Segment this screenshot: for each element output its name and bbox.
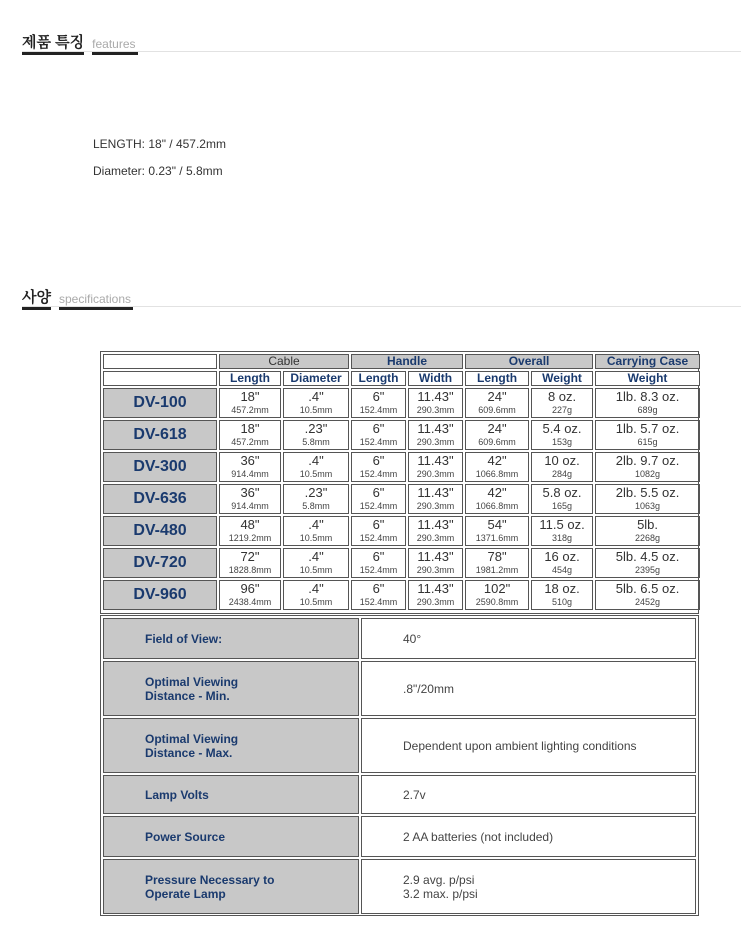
overall-weight-cell: 16 oz. 454g: [531, 548, 593, 578]
cable-length-cell: 18" 457.2mm: [219, 388, 281, 418]
cable-length-cell: 48" 1219.2mm: [219, 516, 281, 546]
model-name: DV-100: [103, 388, 217, 418]
max-distance-label-line2: Distance - Max.: [145, 745, 233, 760]
overall-weight-cell: 10 oz. 284g: [531, 452, 593, 482]
cable-length-cell: 18" 457.2mm: [219, 420, 281, 450]
table-row: [103, 452, 700, 482]
model-name: DV-636: [103, 484, 217, 514]
cable-length-cell: 36" 914.4mm: [219, 484, 281, 514]
handle-width-cell: 11.43" 290.3mm: [408, 580, 463, 610]
sub-cable-diameter: Diameter: [283, 371, 349, 386]
field-of-view-value: 40°: [361, 618, 696, 659]
case-weight-cell: 1lb. 5.7 oz. 615g: [595, 420, 700, 450]
group-cable: Cable: [219, 354, 349, 369]
table-row: [103, 388, 700, 418]
handle-length-cell: 6" 152.4mm: [351, 548, 406, 578]
feature-diameter: Diameter: 0.23" / 5.8mm: [93, 164, 223, 178]
table-row: [103, 580, 700, 610]
overall-weight-cell: 18 oz. 510g: [531, 580, 593, 610]
table-row: [103, 548, 700, 578]
overall-length-cell: 102" 2590.8mm: [465, 580, 529, 610]
case-weight-cell: 2lb. 5.5 oz. 1063g: [595, 484, 700, 514]
prop-row-power-source: [103, 816, 696, 857]
overall-length-cell: 24" 609.6mm: [465, 420, 529, 450]
prop-row-lamp-volts: [103, 775, 696, 814]
min-distance-label-line1: Optimal Viewing: [145, 674, 239, 689]
model-name: DV-720: [103, 548, 217, 578]
spec-corner: [103, 354, 217, 369]
min-distance-value: .8"/20mm: [361, 661, 696, 716]
features-title-ko: 제품 특징: [22, 35, 84, 55]
specifications-divider: [22, 306, 741, 307]
pressure-value: [361, 859, 696, 914]
group-overall: Overall: [465, 354, 593, 369]
sub-cable-length: Length: [219, 371, 281, 386]
specifications-title-ko: 사양: [22, 290, 51, 310]
cable-diameter-cell: .4" 10.5mm: [283, 516, 349, 546]
features-title-en: features: [92, 37, 137, 55]
overall-weight-cell: 5.8 oz. 165g: [531, 484, 593, 514]
handle-length-cell: 6" 152.4mm: [351, 516, 406, 546]
features-divider: [22, 51, 741, 52]
sub-overall-weight: Weight: [531, 371, 593, 386]
handle-length-cell: 6" 152.4mm: [351, 388, 406, 418]
lamp-volts-label: Lamp Volts: [103, 775, 359, 814]
handle-width-cell: 11.43" 290.3mm: [408, 548, 463, 578]
overall-weight-cell: 5.4 oz. 153g: [531, 420, 593, 450]
model-name: DV-618: [103, 420, 217, 450]
overall-length-cell: 24" 609.6mm: [465, 388, 529, 418]
pressure-value-line1: 2.9 avg. p/psi: [403, 872, 475, 887]
specifications-heading: [22, 290, 133, 310]
handle-width-cell: 11.43" 290.3mm: [408, 484, 463, 514]
field-of-view-label: Field of View:: [103, 618, 359, 659]
cable-length-cell: 96" 2438.4mm: [219, 580, 281, 610]
group-handle: Handle: [351, 354, 463, 369]
group-carrying-case: Carrying Case: [595, 354, 700, 369]
cable-length-cell: 36" 914.4mm: [219, 452, 281, 482]
model-name: DV-960: [103, 580, 217, 610]
cable-diameter-cell: .4" 10.5mm: [283, 580, 349, 610]
cable-diameter-cell: .23" 5.8mm: [283, 484, 349, 514]
prop-row-min-distance: [103, 661, 696, 716]
case-weight-cell: 1lb. 8.3 oz. 689g: [595, 388, 700, 418]
pressure-value-line2: 3.2 max. p/psi: [403, 886, 478, 901]
min-distance-label: [103, 661, 359, 716]
handle-length-cell: 6" 152.4mm: [351, 452, 406, 482]
properties-table: [100, 615, 699, 916]
prop-row-field-of-view: [103, 618, 696, 659]
handle-width-cell: 11.43" 290.3mm: [408, 420, 463, 450]
features-heading: [22, 35, 138, 55]
max-distance-label: [103, 718, 359, 773]
cable-diameter-cell: .4" 10.5mm: [283, 388, 349, 418]
power-source-label: Power Source: [103, 816, 359, 857]
overall-length-cell: 54" 1371.6mm: [465, 516, 529, 546]
prop-row-pressure: [103, 859, 696, 914]
spec-table: [100, 351, 699, 614]
table-row: [103, 420, 700, 450]
sub-handle-length: Length: [351, 371, 406, 386]
cable-diameter-cell: .23" 5.8mm: [283, 420, 349, 450]
case-weight-cell: 5lb. 4.5 oz. 2395g: [595, 548, 700, 578]
specifications-title-en: specifications: [59, 292, 133, 310]
lamp-volts-value: 2.7v: [361, 775, 696, 814]
handle-width-cell: 11.43" 290.3mm: [408, 452, 463, 482]
overall-length-cell: 42" 1066.8mm: [465, 452, 529, 482]
table-row: [103, 484, 700, 514]
handle-width-cell: 11.43" 290.3mm: [408, 388, 463, 418]
model-name: DV-300: [103, 452, 217, 482]
cable-diameter-cell: .4" 10.5mm: [283, 548, 349, 578]
cable-length-cell: 72" 1828.8mm: [219, 548, 281, 578]
overall-length-cell: 78" 1981.2mm: [465, 548, 529, 578]
model-rows: [103, 388, 700, 610]
feature-length: LENGTH: 18" / 457.2mm: [93, 137, 226, 151]
handle-length-cell: 6" 152.4mm: [351, 420, 406, 450]
case-weight-cell: 5lb. 6.5 oz. 2452g: [595, 580, 700, 610]
case-weight-cell: 2lb. 9.7 oz. 1082g: [595, 452, 700, 482]
min-distance-label-line2: Distance - Min.: [145, 688, 230, 703]
case-weight-cell: 5lb. 2268g: [595, 516, 700, 546]
model-name: DV-480: [103, 516, 217, 546]
sub-case-weight: Weight: [595, 371, 700, 386]
overall-weight-cell: 11.5 oz. 318g: [531, 516, 593, 546]
handle-length-cell: 6" 152.4mm: [351, 580, 406, 610]
cable-diameter-cell: .4" 10.5mm: [283, 452, 349, 482]
max-distance-value: Dependent upon ambient lighting conditions: [361, 718, 696, 773]
pressure-label: [103, 859, 359, 914]
overall-weight-cell: 8 oz. 227g: [531, 388, 593, 418]
overall-length-cell: 42" 1066.8mm: [465, 484, 529, 514]
handle-length-cell: 6" 152.4mm: [351, 484, 406, 514]
table-row: [103, 516, 700, 546]
pressure-label-line2: Operate Lamp: [145, 886, 226, 901]
pressure-label-line1: Pressure Necessary to: [145, 872, 275, 887]
spec-corner-2: [103, 371, 217, 386]
power-source-value: 2 AA batteries (not included): [361, 816, 696, 857]
max-distance-label-line1: Optimal Viewing: [145, 731, 239, 746]
handle-width-cell: 11.43" 290.3mm: [408, 516, 463, 546]
sub-overall-length: Length: [465, 371, 529, 386]
prop-row-max-distance: [103, 718, 696, 773]
sub-handle-width: Width: [408, 371, 463, 386]
